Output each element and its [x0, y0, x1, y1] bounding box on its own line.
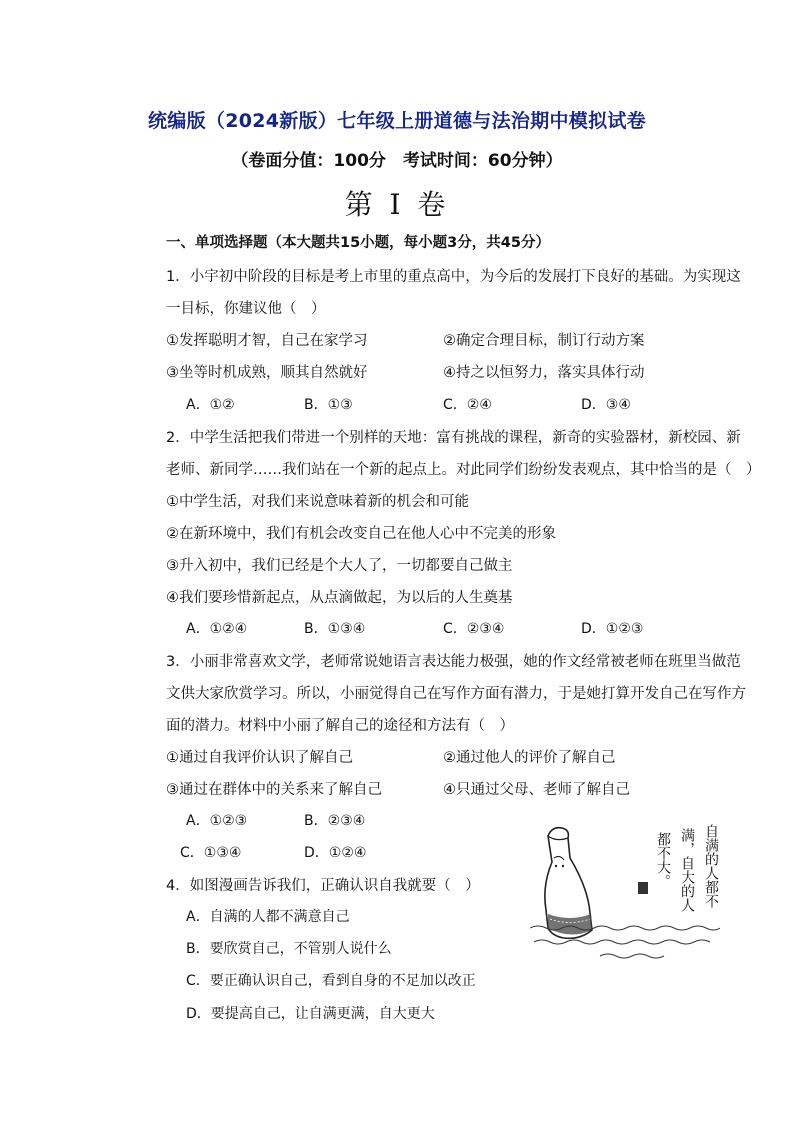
q2-answer-a[interactable]: A．①②④: [186, 621, 248, 637]
exam-title: 统编版（2024新版）七年级上册道德与法治期中模拟试卷: [148, 110, 646, 132]
q1-stem-line1: 1．小宇初中阶段的目标是考上市里的重点高中，为今后的发展打下良好的基础。为实现这: [166, 269, 741, 285]
q1-option-2: ②确定合理目标，制订行动方案: [443, 333, 645, 349]
q3-option-1: ①通过自我评价认识了解自己: [166, 750, 353, 766]
q4-answer-a[interactable]: A．自满的人都不满意自己: [186, 909, 350, 925]
exam-subtitle: （卷面分值：100分 考试时间：60分钟）: [231, 151, 563, 171]
q2-stem-line1: 2．中学生活把我们带进一个别样的天地：富有挑战的课程，新奇的实验器材，新校园、新: [166, 430, 741, 446]
q1-option-4: ④持之以恒努力，落实具体行动: [443, 365, 645, 381]
q3-answer-d[interactable]: D．①②④: [304, 845, 367, 861]
q3-stem-line2: 文供大家欣赏学习。所以，小丽觉得自己在写作方面有潜力，于是她打算开发自己在写作方: [166, 686, 746, 702]
q4-answer-b[interactable]: B．要欣赏自己，不管别人说什么: [186, 941, 392, 957]
cartoon-caption-col1: 自满的人都不: [703, 824, 719, 908]
q1-answer-b[interactable]: B．①③: [304, 397, 353, 413]
q2-option-1: ①中学生活，对我们来说意味着新的机会和可能: [166, 494, 469, 510]
q4-answer-c[interactable]: C．要正确认识自己，看到自身的不足加以改正: [186, 973, 476, 989]
q3-stem-line3: 面的潜力。材料中小丽了解自己的途径和方法有（ ）: [166, 718, 514, 734]
q1-answer-a[interactable]: A．①②: [186, 397, 235, 413]
q2-stem-line2: 老师、新同学……我们站在一个新的起点上。对此同学们纷纷发表观点，其中恰当的是（ ）: [166, 462, 761, 478]
q2-option-3: ③升入初中，我们已经是个大人了，一切都要自己做主: [166, 558, 513, 574]
section-heading: 一、单项选择题（本大题共15小题，每小题3分，共45分）: [166, 235, 550, 251]
q3-option-2: ②通过他人的评价了解自己: [443, 750, 616, 766]
q3-answer-c[interactable]: C．①③④: [180, 845, 242, 861]
q3-answer-b[interactable]: B．②③④: [304, 813, 366, 829]
q2-option-4: ④我们要珍惜新起点，从点滴做起，为以后的人生奠基: [166, 590, 513, 606]
q4-stem-line1: 4．如图漫画告诉我们，正确认识自我就要（ ）: [166, 878, 480, 894]
q1-option-1: ①发挥聪明才智，自己在家学习: [166, 333, 368, 349]
q1-answer-d[interactable]: D．③④: [581, 397, 631, 413]
q3-stem-line1: 3．小丽非常喜欢文学，老师常说她语言表达能力极强，她的作文经常被老师在班里当做范: [166, 654, 741, 670]
q3-option-3: ③通过在群体中的关系来了解自己: [166, 782, 382, 798]
q2-answer-b[interactable]: B．①③④: [304, 621, 366, 637]
q2-answer-d[interactable]: D．①②③: [581, 621, 644, 637]
q1-option-3: ③坐等时机成熟，顺其自然就好: [166, 365, 368, 381]
q3-answer-a[interactable]: A．①②③: [186, 813, 248, 829]
volume-heading: 第 I 卷: [344, 188, 450, 221]
q4-answer-d[interactable]: D．要提高自己，让自满更满，自大更大: [186, 1006, 435, 1022]
cartoon-illustration: [530, 818, 720, 963]
q3-option-4: ④只通过父母、老师了解自己: [443, 782, 630, 798]
q2-answer-c[interactable]: C．②③④: [443, 621, 505, 637]
q2-option-2: ②在新环境中，我们有机会改变自己在他人心中不完美的形象: [166, 526, 556, 542]
q1-stem-line2: 一目标，你建议他（ ）: [166, 301, 326, 317]
cartoon-caption-col3: 都不大。: [655, 832, 671, 888]
q1-answer-c[interactable]: C．②④: [443, 397, 492, 413]
cartoon-caption-col2: 满，自大的人: [679, 828, 695, 912]
